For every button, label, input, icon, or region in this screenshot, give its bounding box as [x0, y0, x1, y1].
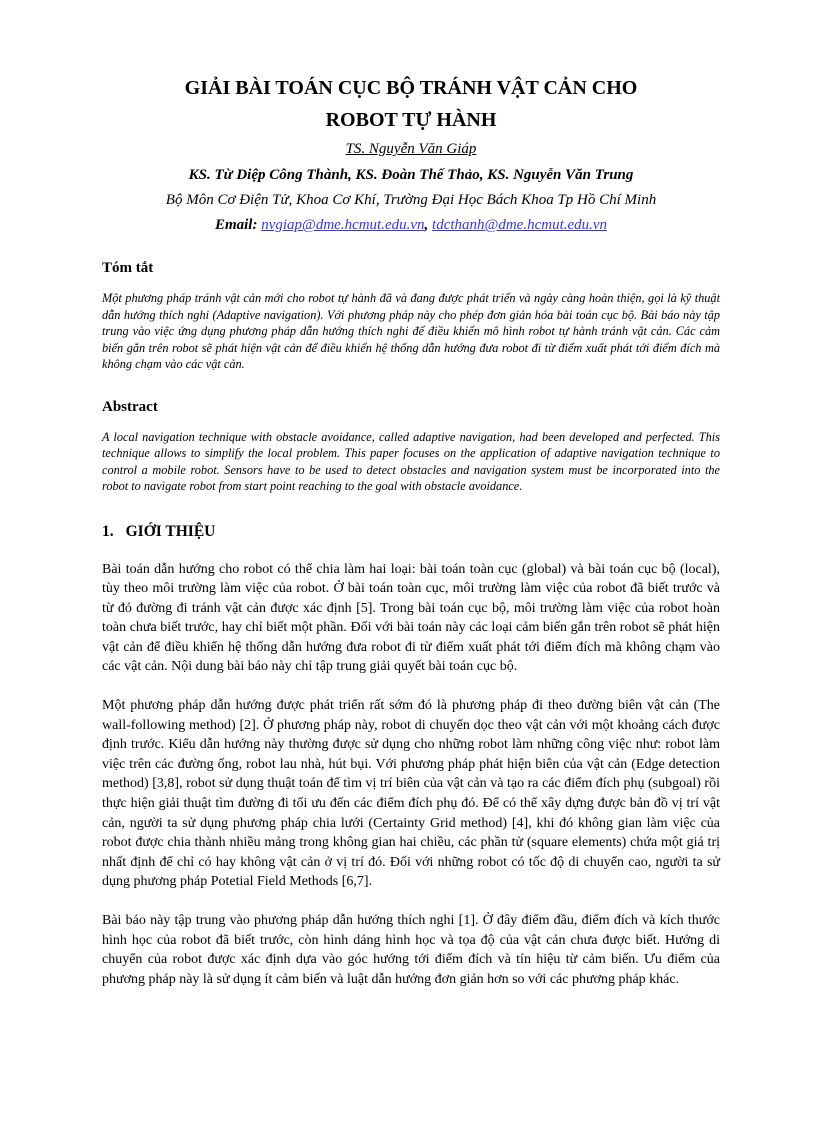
affiliation: Bộ Môn Cơ Điện Tử, Khoa Cơ Khí, Trường Đại Học Bách Khoa Tp Hồ Chí Minh — [165, 192, 657, 208]
section-1-heading — [102, 523, 720, 541]
tomtat-heading: Tóm tắt — [102, 260, 154, 276]
lead-author — [102, 141, 720, 158]
paper-title — [102, 72, 720, 136]
section-1-number: 1. — [102, 522, 114, 540]
section-1-paragraph: Bài toán dẫn hướng cho robot có thể chia làm hai loại: bài toán toàn cục (global) và bài toán cục bộ (local), tùy theo môi trường làm việc của robot. Ở bài toán toàn cục, môi trường làm việc của robot đã biết trước và từ đó đường đi tránh vật cản được xác định [5]. Trong bài toán cục bộ, môi trường làm việc của robot hoàn toàn chưa biết trước, hay chỉ biết một phần. Đối với bài toán này các loại cảm biến gắn trên robot sẽ phát hiện vật cản để điều khiển hệ thống dẫn hướng đưa robot đi từ điểm xuất phát tới điểm đích mà không chạm vào các vật cản. Nội dung bài báo này chỉ tập trung giải quyết bài toán cục bộ. — [102, 561, 720, 675]
email-label: Email: — [214, 217, 258, 233]
email-link-1[interactable]: nvgiap@dme.hcmut.edu.vn — [261, 217, 425, 233]
abstract-heading: Abstract — [102, 398, 158, 415]
email-comma: , — [424, 217, 429, 233]
section-1-paragraph: Một phương pháp dẫn hướng được phát triển rất sớm đó là phương pháp đi theo đường biên vật cản (The wall-following method) [2]. Ở phương pháp này, robot di chuyển dọc theo vật cản với một khoảng cách được định trước. Kiểu dẫn hướng này thường được sử dụng cho những robot làm những công việc như: robot làm việc trên các đường ống, robot lau nhà, hút bụi. Với phương pháp phát hiện biên của vật cản (Edge detection method) [3,8], robot sử dụng thuật toán để tìm vị trí biên của vật cản và tạo ra các điểm đích phụ (subgoal) rồi thực hiện giải thuật tìm đường đi tối ưu đến các điểm đích phụ đó. Để có thể xây dựng được bản đồ vị trí vật cản, người ta sử dụng phương pháp chia lưới (Certainty Grid method) [4], khi đó không gian làm việc của robot được chia thành nhiều mảng trong không gian hai chiều, các phần tử (square elements) chứa một giá trị nhất định để chỉ có hay không vật cản ở vị trí đó. Đối với những robot có tốc độ di chuyển cao, người ta sử dụng phương pháp Potetial Field Methods [6,7]. — [102, 698, 720, 890]
section-1-title: GIỚI THIỆU — [125, 522, 216, 540]
email-link-2[interactable]: tdcthanh@dme.hcmut.edu.vn — [432, 217, 608, 233]
section-1-paragraph: Bài báo này tập trung vào phương pháp dẫn hướng thích nghi [1]. Ở đây điểm đầu, điểm đích và kích thước hình học của robot đã biết trước, còn hình dáng hình học và tọa độ của vật cản chưa được biết. Hướng di chuyển của robot được xác định dựa vào góc hướng tới điểm đích và tín hiệu từ cảm biến. Ưu điểm của phương pháp này là sử dụng ít cảm biến và luật dẫn hướng đơn giản hơn so với các phương pháp khác. — [102, 913, 720, 987]
title-line-2: ROBOT TỰ HÀNH — [325, 109, 497, 131]
co-authors: KS. Từ Diệp Công Thành, KS. Đoàn Thế Thảo, KS. Nguyễn Văn Trung — [188, 167, 634, 183]
lead-author-name: TS. Nguyễn Văn Giáp — [345, 141, 477, 157]
abstract-body: A local navigation technique with obstacle avoidance, called adaptive navigation, had been developed and perfected. This technique allows to simplify the local problem. This paper focuses on the application of adaptive navigation technique to control a mobile robot. Sensors have to be used to detect obstacles and navigation system must be incorporated into the robot to navigate robot from start point reaching to the goal with obstacle avoidance. — [102, 429, 720, 493]
tomtat-body: Một phương pháp tránh vật cản mới cho robot tự hành đã và đang được phát triển và ngày càng hoàn thiện, gọi là kỹ thuật dẫn hướng thích nghi (Adaptive navigation). Với phương pháp này cho phép đơn giản hóa bài toán cục bộ. Bài báo này tập trung vào việc ứng dụng phương pháp dẫn hướng thích nghi để điều khiển mô hình robot tự hành tránh vật cản. Các cảm biến gắn trên robot sẽ phát hiện vật cản để điều khiển hệ thống dẫn hướng đưa robot đi từ điểm xuất phát tới điểm đích mà không chạm vào các vật cản. — [102, 291, 720, 371]
email-line — [102, 217, 720, 234]
title-line-1: GIẢI BÀI TOÁN CỤC BỘ TRÁNH VẬT CẢN CHO — [184, 77, 638, 99]
